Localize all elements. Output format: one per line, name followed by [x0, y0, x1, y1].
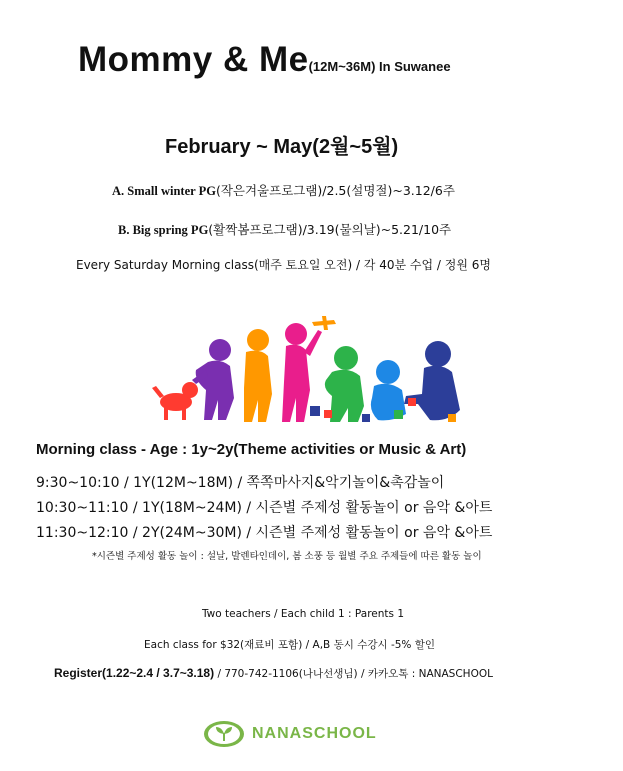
- schedule-row: 9:30~10:10 / 1Y(12M~18M) / 쪽쪽마사지&악기놀이&촉감놀이: [36, 475, 445, 491]
- child-silhouette-icon: [404, 341, 460, 420]
- register-label: Register(1.22~2.4 / 3.7~3.18): [54, 666, 215, 680]
- child-silhouette-icon: [192, 339, 234, 420]
- dog-icon: [152, 382, 198, 420]
- registration-info: [54, 666, 493, 681]
- program-a-name: A. Small winter PG: [112, 184, 216, 198]
- nanaschool-logo: [202, 719, 377, 749]
- page-title: [78, 40, 451, 80]
- teacher-ratio: Two teachers / Each child 1 : Parents 1: [202, 608, 405, 620]
- schedule-row: 11:30~12:10 / 2Y(24M~30M) / 시즌별 주제성 활동놀이 or 음악 &아트: [36, 525, 493, 541]
- theme-note: *시즌별 주제성 활동 놀이 : 설날, 발렌타인데이, 봄 소풍 등 월별 주요 주제들에 따른 활동 놀이: [92, 551, 482, 562]
- program-b-detail: (활짝봄프로그램)/3.19(물의날)~5.21/10주: [208, 222, 452, 237]
- leaf-badge-icon: [202, 719, 246, 749]
- program-a-detail: (작은겨울프로그램)/2.5(설명절)~3.12/6주: [215, 183, 455, 198]
- register-contact: / 770-742-1106(나나선생님) / 카카오톡 : NANASCHOOL: [214, 668, 493, 680]
- title-main: Mommy & Me: [78, 40, 309, 79]
- title-age-location: (12M~36M) In Suwanee: [308, 59, 451, 74]
- program-b-name: B. Big spring PG: [118, 223, 209, 237]
- children-illustration: [148, 310, 468, 430]
- child-silhouette-icon: [244, 329, 272, 422]
- class-info: Every Saturday Morning class(매주 토요일 오전) / 각 40분 수업 / 정원 6명: [76, 258, 491, 272]
- morning-class-heading: Morning class - Age : 1y~2y(Theme activities or Music & Art): [36, 441, 467, 458]
- toy-plane-icon: [312, 316, 336, 330]
- schedule-row: 10:30~11:10 / 1Y(18M~24M) / 시즌별 주제성 활동놀이 or 음악 &아트: [36, 500, 493, 516]
- program-a: [112, 181, 455, 199]
- pricing-info: Each class for $32(재료비 포함) / A,B 동시 수강시 -5% 할인: [144, 639, 436, 651]
- program-period: February ~ May(2월~5월): [165, 136, 399, 158]
- program-b: [118, 220, 451, 238]
- logo-wordmark: NANASCHOOL: [252, 725, 377, 742]
